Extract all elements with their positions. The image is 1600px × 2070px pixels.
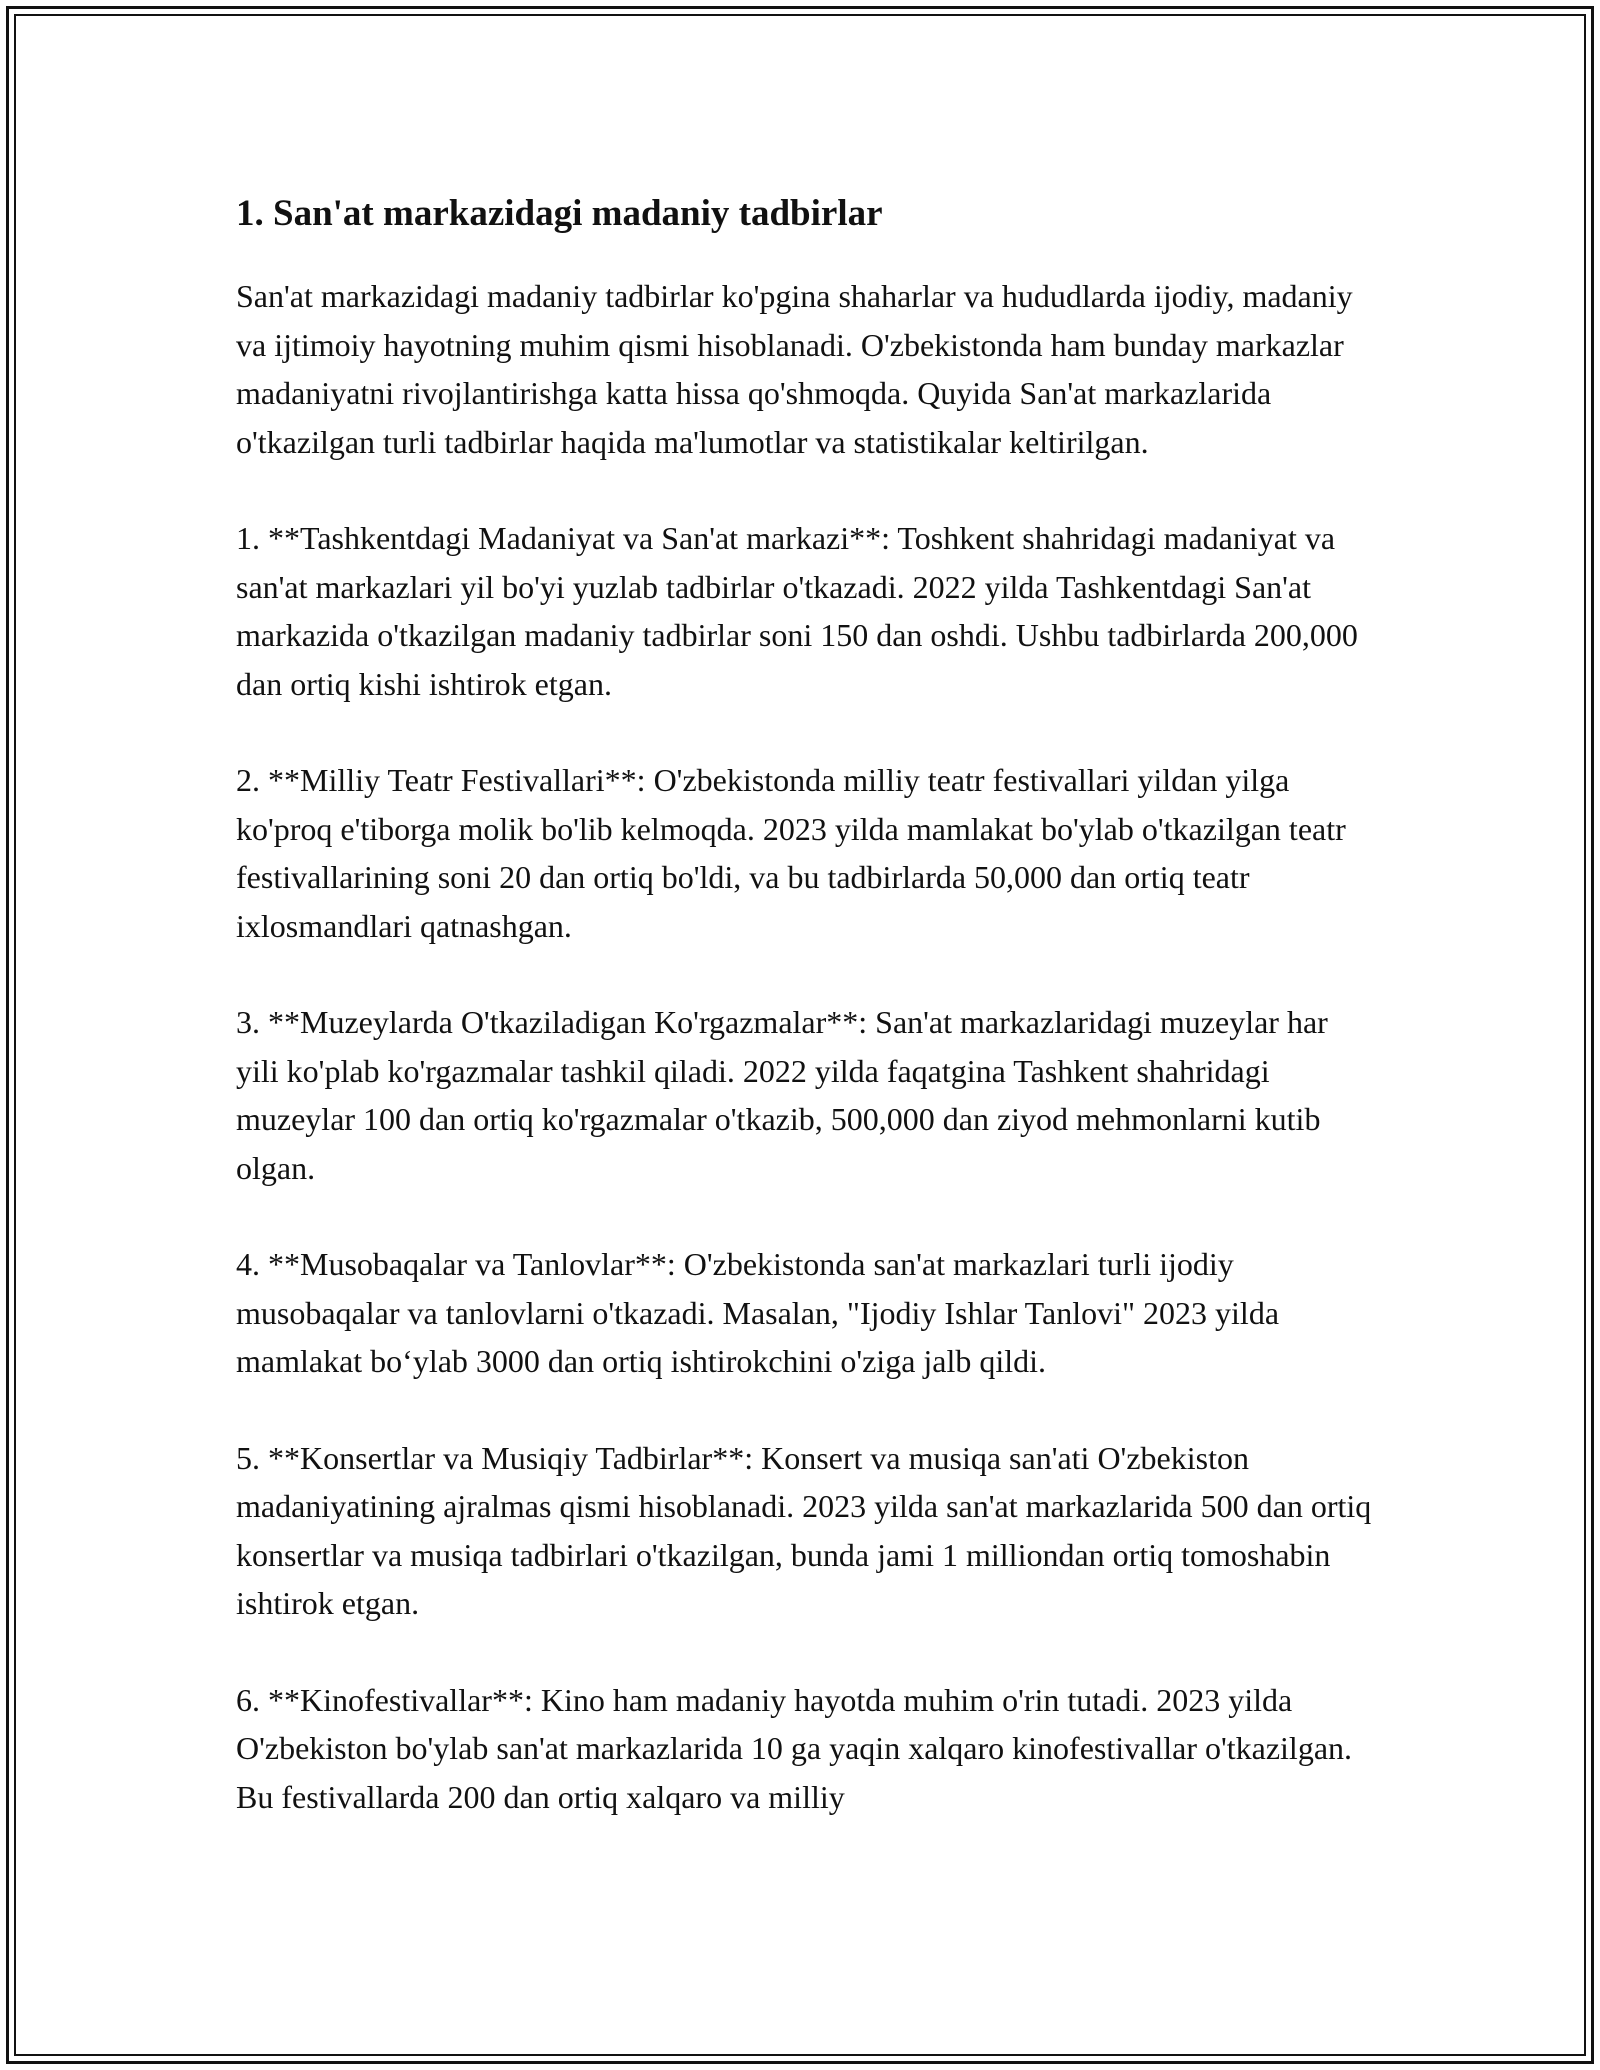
list-item-tashkent-center: 1. **Tashkentdagi Madaniyat va San'at markazi**: Toshkent shahridagi madaniyat va san'at markazlari yil bo'yi yuzlab tadbirlar o'tkazadi. 2022 yilda Tashkentdagi San'at markazida o'tkazilgan madaniy tadbirlar soni 150 dan oshdi. Ushbu tadbirlarda 200,000 dan ortiq kishi ishtirok etgan. — [236, 520, 1358, 702]
list-item-concerts: 5. **Konsertlar va Musiqiy Tadbirlar**: Konsert va musiqa san'ati O'zbekiston madaniyatining ajralmas qismi hisoblanadi. 2023 yilda san'at markazlarida 500 dan ortiq konsertlar va musiqa tadbirlari o'tkazilgan, bunda jami 1 milliondan ortiq tomoshabin ishtirok etgan. — [236, 1439, 1372, 1621]
document-body — [236, 186, 1376, 1869]
list-item-competitions: 4. **Musobaqalar va Tanlovlar**: O'zbekistonda san'at markazlari turli ijodiy musobaqalar va tanlovlarni o'tkazadi. Masalan, "Ijodiy Ishlar Tanlovi" 2023 yilda mamlakat bo‘ylab 3000 dan ortiq ishtirokchini o'ziga jalb qildi. — [236, 1246, 1280, 1379]
list-item-theatre-festivals: 2. **Milliy Teatr Festivallari**: O'zbekistonda milliy teatr festivallari yildan yilga ko'proq e'tiborga molik bo'lib kelmoqda. 2023 yilda mamlakat bo'ylab o'tkazilgan teatr festivallarining soni 20 dan ortiq bo'ldi, va bu tadbirlarda 50,000 dan ortiq teatr ixlosmandlari qatnashgan. — [236, 762, 1346, 944]
intro-paragraph: San'at markazidagi madaniy tadbirlar ko'pgina shaharlar va hududlarda ijodiy, madaniy va ijtimoiy hayotning muhim qismi hisoblanadi. O'zbekistonda ham bunday markazlar madaniyatni rivojlantirishga katta hissa qo'shmoqda. Quyida San'at markazlarida o'tkazilgan turli tadbirlar haqida ma'lumotlar va statistikalar keltirilgan. — [236, 278, 1353, 460]
section-heading: 1. San'at markazidagi madaniy tadbirlar — [236, 193, 883, 234]
list-item-film-festivals: 6. **Kinofestivallar**: Kino ham madaniy hayotda muhim o'rin tutadi. 2023 yilda O'zbekiston bo'ylab san'at markazlarida 10 ga yaqin xalqaro kinofestivallar o'tkazilgan. Bu festivallarda 200 dan ortiq xalqaro va milliy — [236, 1681, 1353, 1815]
list-item-museum-exhibitions: 3. **Muzeylarda O'tkaziladigan Ko'rgazmalar**: San'at markazlaridagi muzeylar har yili ko'plab ko'rgazmalar tashkil qiladi. 2022 yilda faqatgina Tashkent shahridagi muzeylar 100 dan ortiq ko'rgazmalar o'tkazib, 500,000 dan ziyod mehmonlarni kutib olgan. — [236, 1004, 1328, 1186]
